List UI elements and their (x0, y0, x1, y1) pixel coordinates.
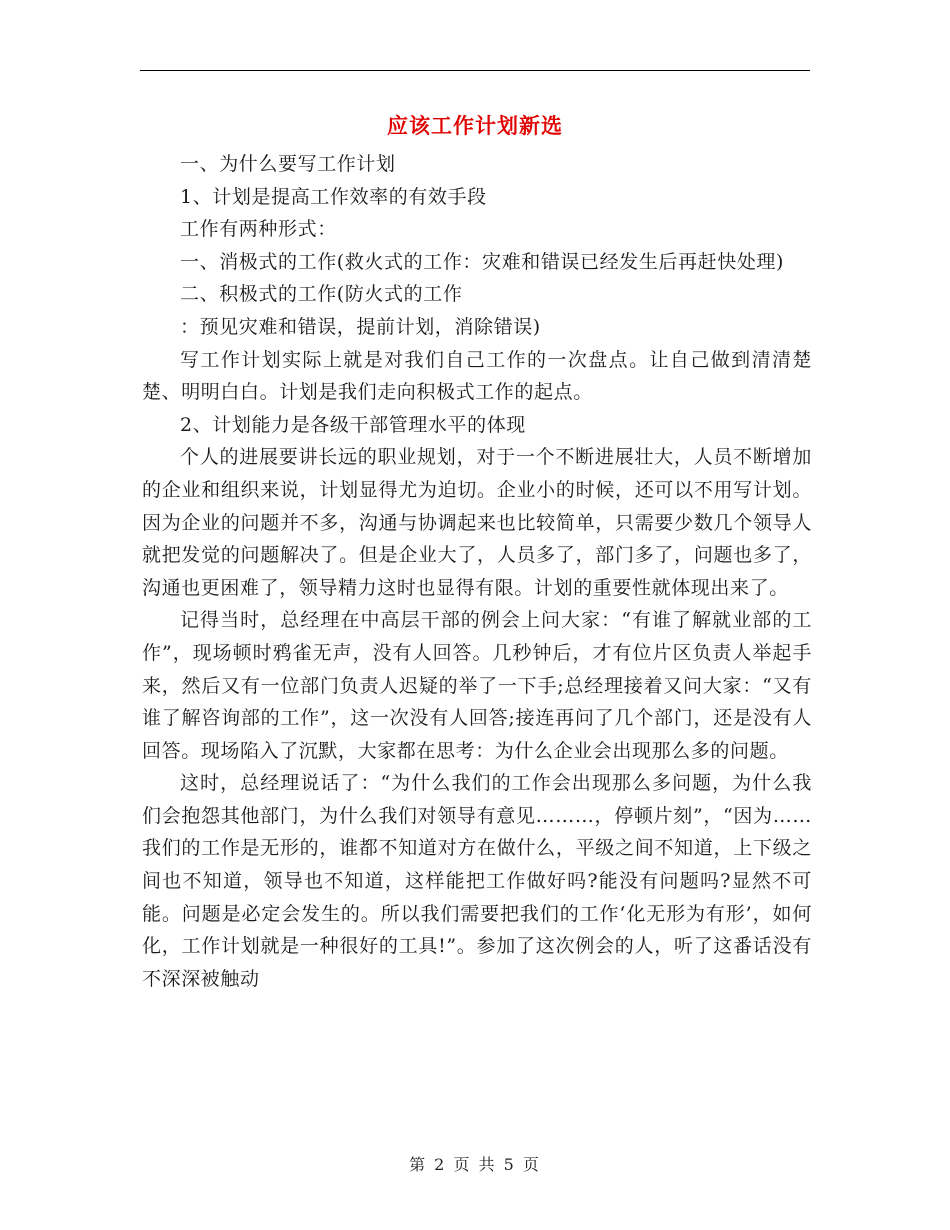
header-rule (140, 70, 810, 71)
paragraph-career-planning: 个人的进展要讲长远的职业规划，对于一个不断进展壮大，人员不断增加的企业和组织来说，计划显得尤为迫切。企业小的时候，还可以不用写计划。因为企业的问题并不多，沟通与协调起来也比较简单，只需要少数几个领导人就把发觉的问题解决了。但是企业大了，人员多了，部门多了，问题也多了，沟通也更困难了，领导精力这时也显得有限。计划的重要性就体现出来了。 (142, 446, 812, 599)
paragraph-plan-inventory: 写工作计划实际上就是对我们自己工作的一次盘点。让自己做到清清楚楚、明明白白。计划是我们走向积极式工作的起点。 (142, 348, 812, 404)
page-number: 第 2 页 共 5 页 (409, 1155, 541, 1174)
paragraph-meeting-story: 记得当时，总经理在中高层干部的例会上问大家：“有谁了解就业部的工作”，现场顿时鸦雀无声，没有人回答。几秒钟后，才有位片区负责人举起手来，然后又有一位部门负责人迟疑的举了一下手;总经理接着又问大家：“又有谁了解咨询部的工作”，这一次没有人回答;接连再问了几个部门，还是没有人回答。现场陷入了沉默，大家都在思考：为什么企业会出现那么多的问题。 (142, 609, 812, 762)
paragraph-work-forms: 工作有两种形式： (180, 218, 337, 241)
heading-why-plan: 一、为什么要写工作计划 (180, 153, 396, 175)
document-body (142, 148, 812, 995)
paragraph-active-work: 二、积极式的工作(防火式的工作 (180, 283, 463, 306)
subheading-efficiency: 1、计划是提高工作效率的有效手段 (180, 185, 487, 208)
paragraph-manager-speech: 这时，总经理说话了：“为什么我们的工作会出现那么多问题，为什么我们会抱怨其他部门，为什么我们对领导有意见………，停顿片刻”，“因为……我们的工作是无形的，谁都不知道对方在做什么，平级之间不知道，上下级之间也不知道，领导也不知道，这样能把工作做好吗?能没有问题吗?显然不可能。问题是必定会发生的。所以我们需要把我们的工作‘化无形为有形’，如何化，工作计划就是一种很好的工具!”。参加了这次例会的人，听了这番话没有不深深被触动 (142, 772, 812, 990)
document-title: 应该工作计划新选 (387, 113, 563, 138)
paragraph-active-work-cont: ：预见灾难和错误，提前计划，消除错误) (180, 315, 541, 338)
subheading-planning-ability: 2、计划能力是各级干部管理水平的体现 (180, 413, 526, 436)
paragraph-passive-work: 一、消极式的工作(救火式的工作：灾难和错误已经发生后再赶快处理) (180, 250, 785, 273)
